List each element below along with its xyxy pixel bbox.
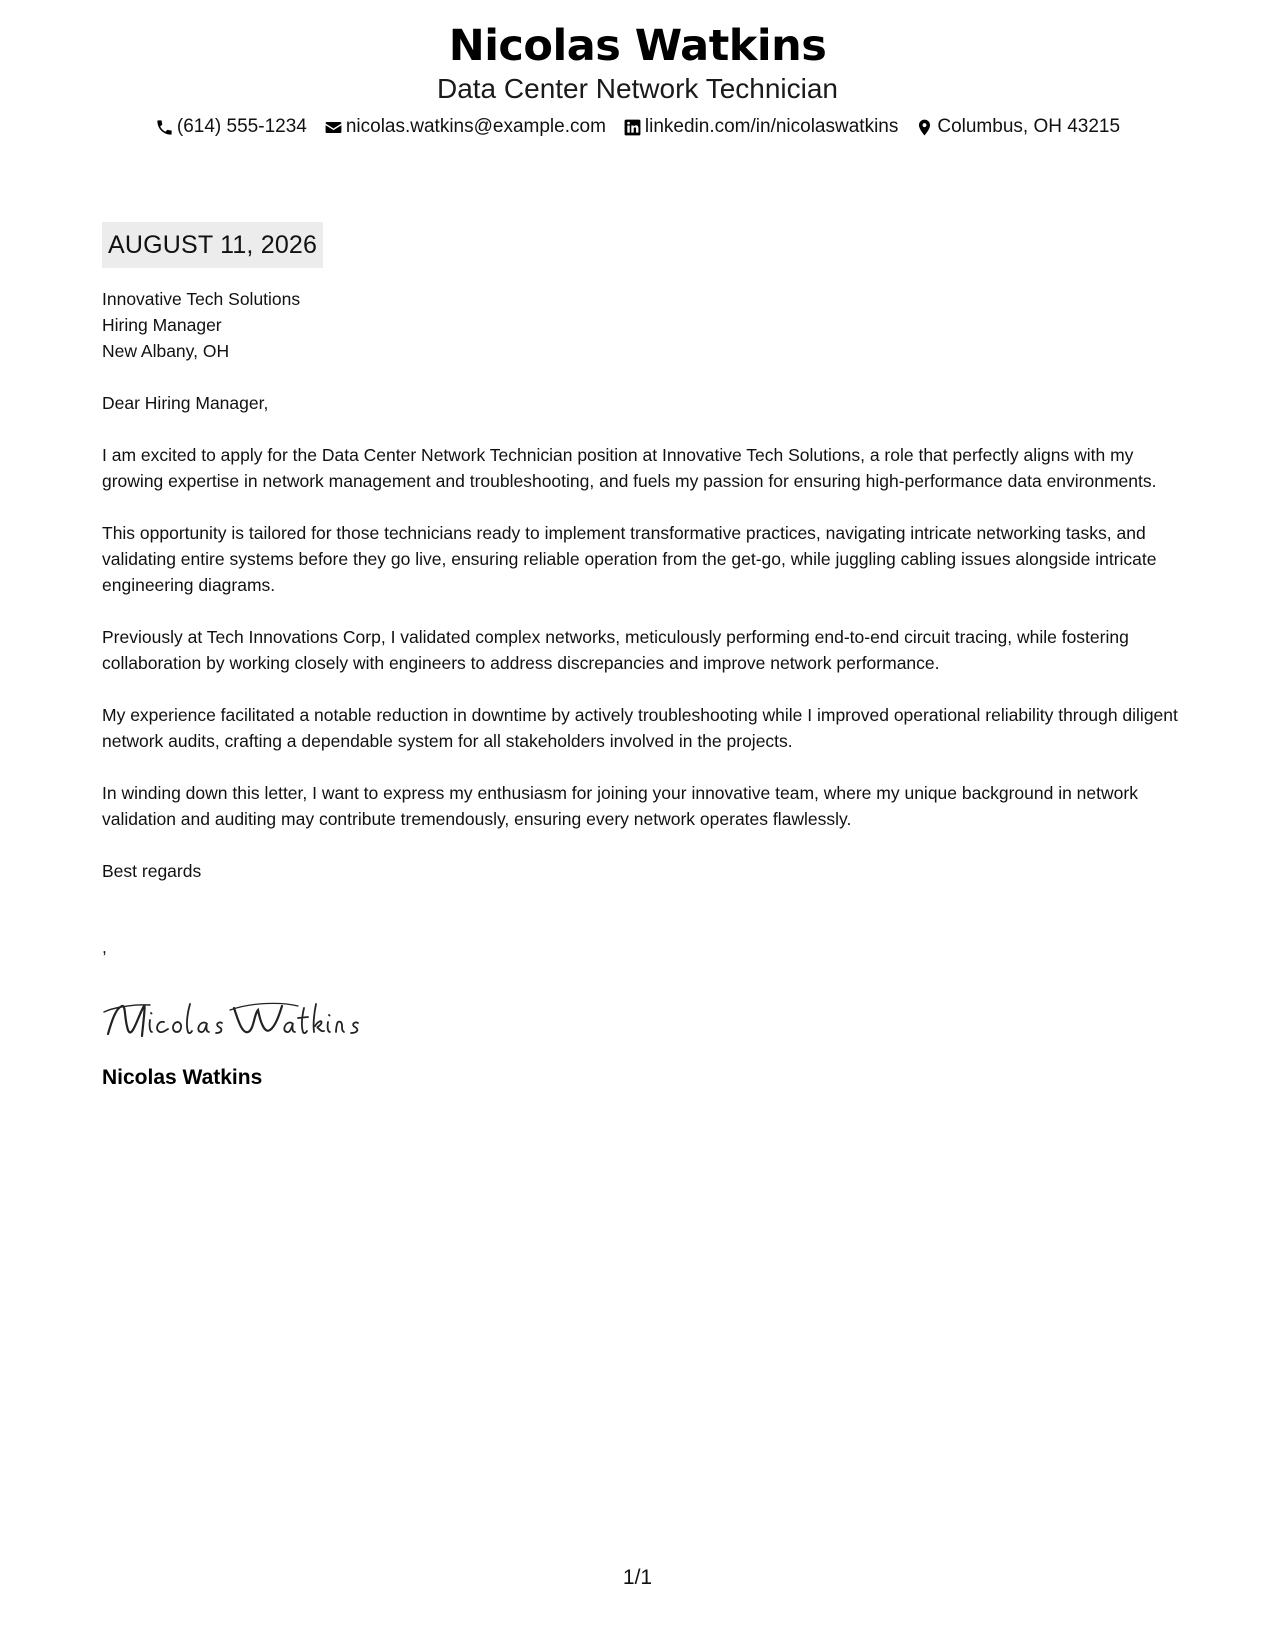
contact-location	[915, 114, 1120, 140]
applicant-job-title: Data Center Network Technician	[436, 73, 838, 104]
location-text: Columbus, OH 43215	[937, 116, 1121, 137]
paragraph-5: In winding down this letter, I want to express my enthusiasm for joining your innovative team, where my unique background in network validation and auditing may contribute tremendously, ensuring every network operates flawlessly.	[102, 783, 1138, 829]
email-text: nicolas.watkins@example.com	[345, 116, 606, 137]
page-number: 1/1	[622, 1566, 653, 1589]
phone-icon	[155, 118, 174, 137]
contact-linkedin	[623, 114, 898, 140]
paragraph-3: Previously at Tech Innovations Corp, I validated complex networks, meticulously performing end-to-end circuit tracing, while fostering collaboration by working closely with engineers to address discrepancies and improve network performance.	[102, 627, 1129, 673]
closing-comma: ,	[102, 937, 107, 957]
signed-name: Nicolas Watkins	[102, 1066, 263, 1089]
paragraph-4: My experience facilitated a notable reduction in downtime by actively troubleshooting while I improved operational reliability through diligent network audits, crafting a dependable system for all stakeholders involved in the projects.	[102, 705, 1178, 751]
letter-body	[102, 222, 1180, 1092]
letter-header	[0, 18, 1275, 140]
salutation: Dear Hiring Manager,	[102, 393, 269, 413]
paragraph-1: I am excited to apply for the Data Center Network Technician position at Innovative Tech Solutions, a role that perfectly aligns with my growing expertise in network management and troubleshooting, and fuels my passion for ensuring high-performance data environments.	[102, 445, 1157, 491]
linkedin-text: linkedin.com/in/nicolaswatkins	[644, 116, 899, 137]
contact-info-row	[0, 114, 1275, 140]
recipient-block	[102, 286, 1180, 364]
paragraph-2: This opportunity is tailored for those technicians ready to implement transformative practices, navigating intricate networking tasks, and validating entire systems before they go live, ensuring reliable operation from the get-go, while juggling cabling issues alongside intricate engineering diagrams.	[102, 523, 1157, 595]
map-pin-icon	[915, 118, 934, 137]
handwritten-signature	[102, 990, 1180, 1050]
closing: Best regards	[102, 861, 202, 881]
applicant-name: Nicolas Watkins	[448, 21, 827, 71]
envelope-icon	[324, 118, 343, 137]
linkedin-icon	[623, 118, 642, 137]
contact-phone	[155, 114, 307, 140]
phone-text: (614) 555-1234	[176, 116, 307, 137]
letter-date: AUGUST 11, 2026	[102, 222, 323, 268]
recipient-location: New Albany, OH	[102, 341, 230, 361]
recipient-company: Innovative Tech Solutions	[102, 289, 301, 309]
contact-email	[324, 114, 606, 140]
recipient-title: Hiring Manager	[102, 315, 222, 335]
